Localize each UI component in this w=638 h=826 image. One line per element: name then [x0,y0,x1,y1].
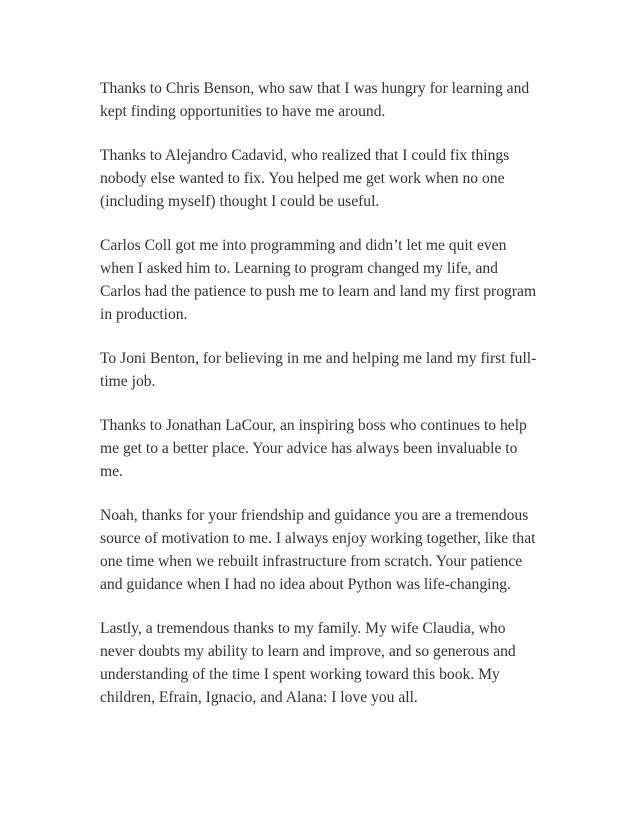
paragraph-alejandro-cadavid [100,144,550,213]
text-line: nobody else wanted to fix. You helped me get work when no one [100,170,505,187]
text-line: understanding of the time I spent working toward this book. My [100,666,500,683]
paragraph-carlos-coll [100,234,550,326]
text-line: me get to a better place. Your advice has always been invaluable to [100,440,518,457]
paragraph-noah [100,504,550,596]
text-line: me. [100,463,123,480]
text-line: in production. [100,306,188,323]
text-line: Noah, thanks for your friendship and guidance you are a tremendous [100,507,529,524]
text-line: when I asked him to. Learning to program changed my life, and [100,260,498,277]
paragraph-joni-benton [100,347,550,393]
acknowledgments-body [100,77,550,730]
paragraph-family [100,617,550,709]
text-line: never doubts my ability to learn and improve, and so generous and [100,643,516,660]
text-line: Carlos Coll got me into programming and didn’t let me quit even [100,237,507,254]
text-line: children, Efrain, Ignacio, and Alana: I love you all. [100,689,418,706]
text-line: Lastly, a tremendous thanks to my family. My wife Claudia, who [100,620,506,637]
text-line: one time when we rebuilt infrastructure from scratch. Your patience [100,553,523,570]
text-line: kept finding opportunities to have me around. [100,103,386,120]
text-line: Carlos had the patience to push me to learn and land my first program [100,283,537,300]
paragraph-chris-benson [100,77,550,123]
text-line: and guidance when I had no idea about Python was life-changing. [100,576,511,593]
text-line: Thanks to Chris Benson, who saw that I was hungry for learning and [100,80,530,97]
text-line: To Joni Benton, for believing in me and helping me land my first full- [100,350,537,367]
paragraph-jonathan-lacour [100,414,550,483]
text-line: Thanks to Alejandro Cadavid, who realized that I could fix things [100,147,510,164]
text-line: (including myself) thought I could be useful. [100,193,380,210]
text-line: source of motivation to me. I always enjoy working together, like that [100,530,536,547]
text-line: Thanks to Jonathan LaCour, an inspiring boss who continues to help [100,417,527,434]
text-line: time job. [100,373,156,390]
